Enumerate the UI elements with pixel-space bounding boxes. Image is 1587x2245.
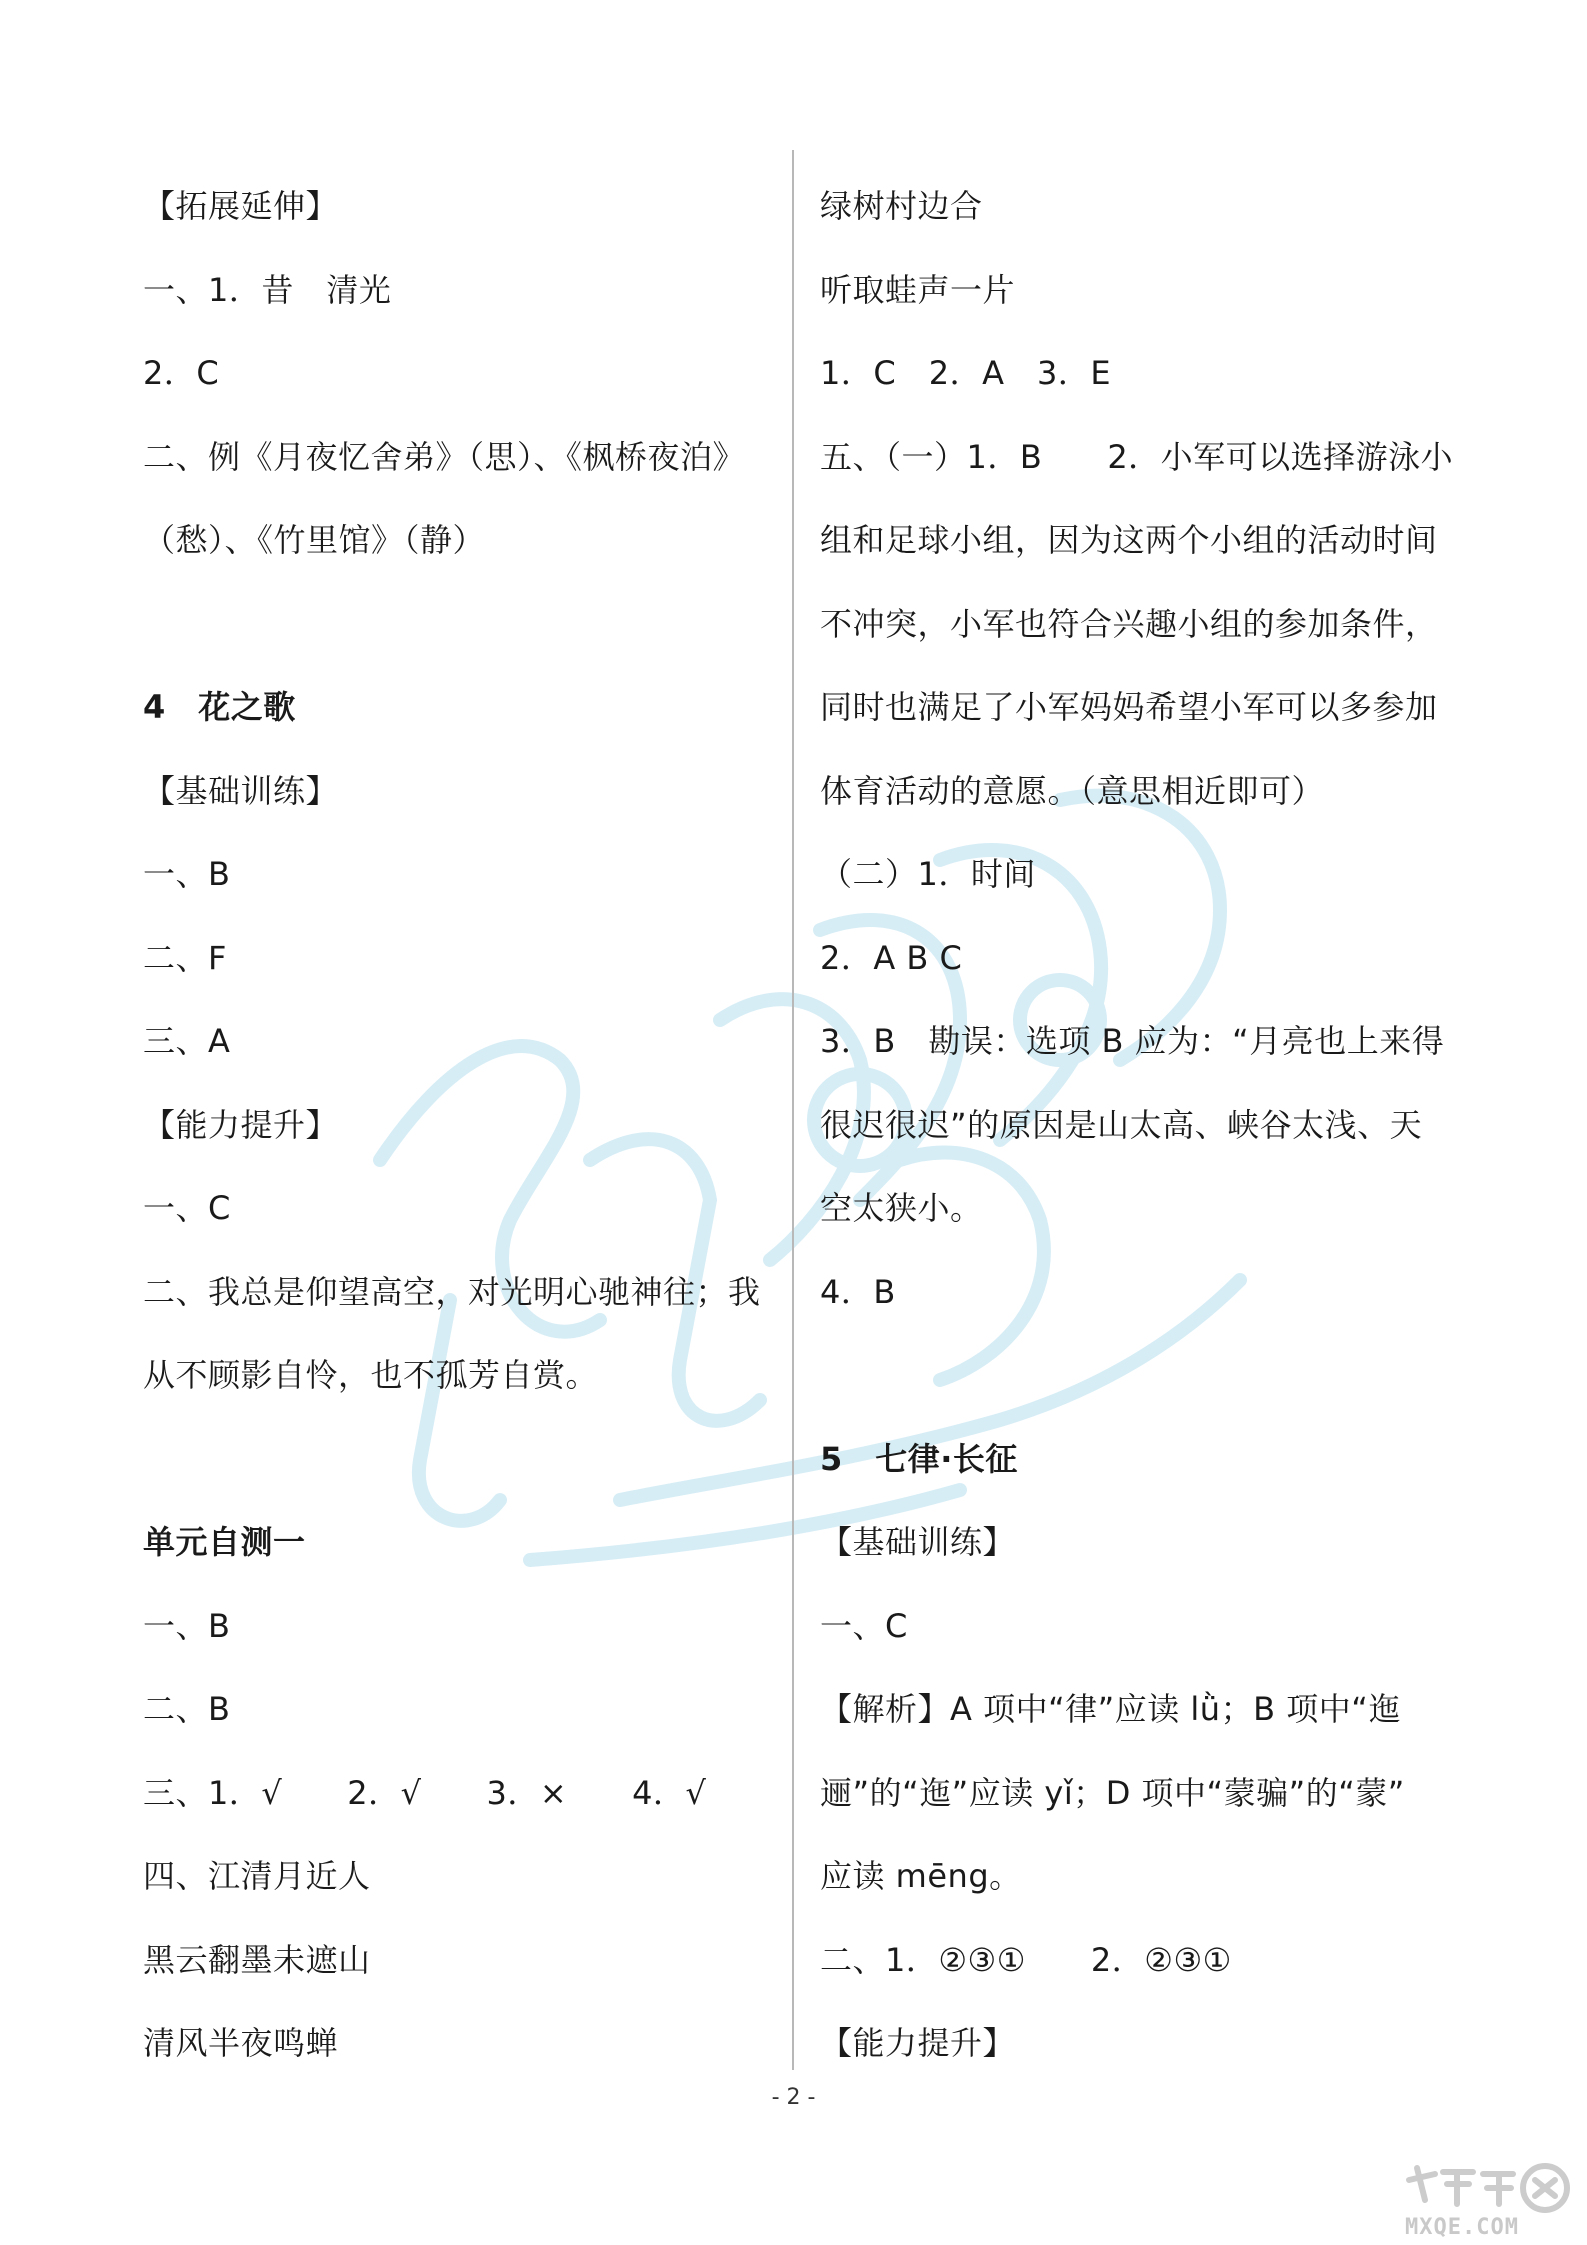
left-answer-line: 一、1．昔 清光 (143, 270, 392, 309)
left-section-heading: 4 花之歌 (143, 688, 296, 726)
left-column (143, 168, 783, 2089)
left-answer-line: 黑云翻墨未遮山 (143, 1940, 371, 1979)
right-answer-line: 【能力提升】 (820, 2024, 1016, 2062)
column-divider (792, 150, 794, 2070)
left-section-heading: 单元自测一 (143, 1523, 306, 1561)
left-answer-line: 二、我总是仰望高空，对光明心驰神往；我 (143, 1272, 761, 1311)
right-answer-line: 2．A B C (820, 938, 963, 977)
right-spacer (820, 1337, 1445, 1421)
right-answer-line: 【基础训练】 (820, 1523, 1016, 1561)
right-answer-line: 【解析】A 项中“律”应读 lǜ；B 项中“迤 (820, 1690, 1401, 1728)
right-answer-line: 1．C 2．A 3．E (820, 354, 1112, 392)
left-answer-line: 清风半夜鸣蝉 (143, 2024, 339, 2062)
right-section-heading: 5 七律·长征 (820, 1439, 1018, 1478)
left-answer-line: 二、例《月夜忆舍弟》（思）、《枫桥夜泊》 (143, 437, 746, 476)
left-answer-line: 一、B (143, 1606, 231, 1645)
left-answer-line: 三、1．√ 2．√ 3．× 4．√ (143, 1773, 707, 1812)
right-answer-line: 不冲突，小军也符合兴趣小组的参加条件， (820, 604, 1438, 643)
right-answer-line: 五、（一）1．B 2．小军可以选择游泳小 (820, 437, 1454, 476)
right-answer-line: 空太狭小。 (820, 1189, 983, 1227)
left-answer-line: 三、A (143, 1022, 231, 1060)
page-number: - 2 - (771, 2085, 816, 2110)
left-answer-line: 一、C (143, 1189, 231, 1227)
right-answer-line: 体育活动的意愿。（意思相近即可） (820, 771, 1325, 810)
right-answer-line: 3．B 勘误：选项 B 应为：“月亮也上来得 (820, 1022, 1445, 1060)
logo-url-text: MXQE.COM (1405, 2215, 1519, 2240)
right-answer-line: 绿树村边合 (820, 187, 983, 225)
left-answer-line: 四、江清月近人 (143, 1857, 371, 1895)
left-answer-line: 一、B (143, 855, 231, 893)
right-answer-line: 4．B (820, 1272, 896, 1311)
left-answer-line: 二、B (143, 1690, 231, 1728)
right-answer-line: 很迟很迟”的原因是山太高、峡谷太浅、天 (820, 1105, 1423, 1144)
left-answer-line: （愁）、《竹里馆》（静） (143, 521, 486, 559)
left-answer-line: 【基础训练】 (143, 771, 339, 810)
right-answer-line: 一、C (820, 1606, 908, 1645)
left-answer-line: 【拓展延伸】 (143, 187, 339, 225)
right-column (820, 168, 1454, 2089)
left-spacer (143, 586, 783, 670)
right-answer-line: 同时也满足了小军妈妈希望小军可以多参加 (820, 688, 1438, 726)
right-answer-line: 逦”的“迤”应读 yǐ；D 项中“蒙骗”的“蒙” (820, 1773, 1405, 1812)
right-answer-line: 应读 mēng。 (820, 1857, 1022, 1895)
right-answer-line: （二）1．时间 (820, 855, 1036, 893)
right-answer-line: 听取蛙声一片 (820, 270, 1016, 309)
right-answer-line: 二、1．②③① 2．②③① (820, 1940, 1232, 1979)
left-answer-line: 二、F (143, 938, 227, 977)
right-answer-line: 组和足球小组，因为这两个小组的活动时间 (820, 521, 1438, 559)
left-spacer (143, 1421, 783, 1505)
left-answer-line: 2．C (143, 354, 220, 392)
left-answer-line: 【能力提升】 (143, 1105, 339, 1144)
left-answer-line: 从不顾影自怜，也不孤芳自赏。 (143, 1356, 599, 1394)
